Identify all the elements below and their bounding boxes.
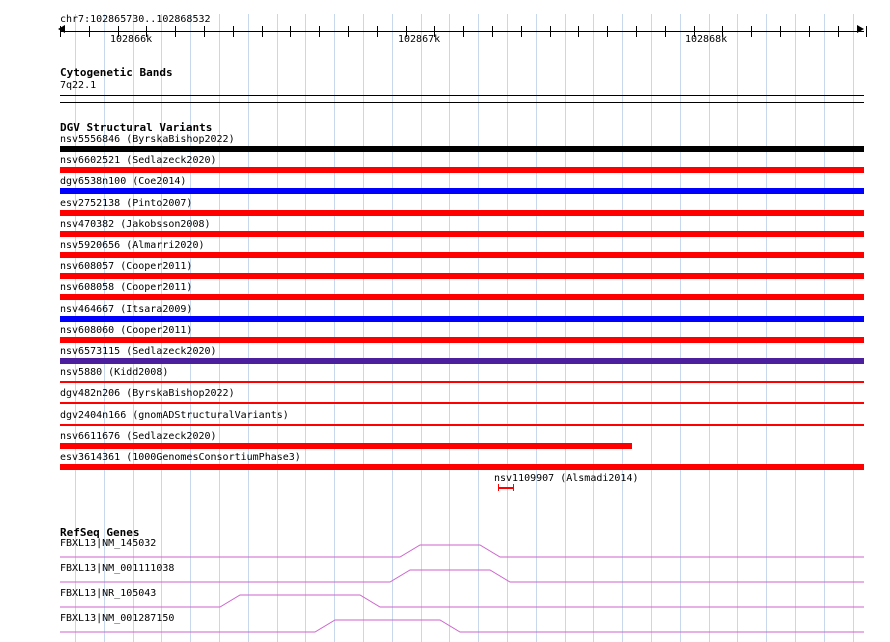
section-title-refseq: RefSeq Genes (60, 526, 140, 539)
variant-label[interactable]: nsv608060 (Cooper2011) (60, 324, 193, 336)
section-title-dgv: DGV Structural Variants (60, 121, 213, 134)
variant-label[interactable]: esv3614361 (1000GenomesConsortiumPhase3) (60, 452, 301, 463)
ruler-tick (89, 26, 90, 37)
gene-label[interactable]: FBXL13|NR_105043 (60, 588, 157, 599)
variant-bar[interactable] (60, 316, 864, 322)
variant-bar[interactable] (60, 167, 864, 173)
variant-bar[interactable] (60, 188, 864, 194)
ruler-tick (377, 26, 378, 37)
variant-bar[interactable] (60, 294, 864, 300)
variant-bar[interactable] (60, 381, 864, 383)
ruler-label: 102866k (110, 34, 153, 45)
gene-label[interactable]: FBXL13|NM_001111038 (60, 563, 175, 574)
ruler-axis (60, 31, 864, 32)
gene-model[interactable] (60, 564, 864, 588)
gene-model[interactable] (60, 539, 864, 563)
variant-bar[interactable] (60, 464, 864, 470)
ruler-tick (866, 26, 867, 37)
ruler-tick (550, 26, 551, 37)
variant-label[interactable]: nsv608058 (Cooper2011) (60, 282, 193, 294)
variant-label[interactable]: nsv6611676 (Sedlazeck2020) (60, 430, 217, 442)
ruler-tick (809, 26, 810, 37)
ruler-tick (838, 26, 839, 37)
ruler-tick (175, 26, 176, 37)
variant-label[interactable]: dgv2404n166 (gnomADStructuralVariants) (60, 409, 289, 421)
ruler-tick (492, 26, 493, 37)
variant-bar[interactable] (60, 231, 864, 237)
variant-bar[interactable] (60, 146, 864, 152)
variant-label[interactable]: nsv6573115 (Sedlazeck2020) (60, 346, 217, 357)
variant-bar[interactable] (60, 273, 864, 279)
variant-label[interactable]: nsv5880 (Kidd2008) (60, 367, 169, 379)
cytoband-label: 7q22.1 (60, 80, 97, 91)
gene-label[interactable]: FBXL13|NM_145032 (60, 538, 157, 549)
variant-label[interactable]: nsv5920656 (Almarri2020) (60, 240, 205, 251)
ruler-tick (607, 26, 608, 37)
variant-label[interactable]: dgv482n206 (ByrskaBishop2022) (60, 388, 235, 400)
ruler-tick (463, 26, 464, 37)
variant-label[interactable]: nsv470382 (Jakobsson2008) (60, 218, 211, 230)
locus-label: chr7:102865730..102868532 (60, 14, 211, 25)
variant-label[interactable]: nsv5556846 (ByrskaBishop2022) (60, 134, 235, 145)
gene-model[interactable] (60, 614, 864, 638)
variant-bar[interactable] (60, 252, 864, 258)
cytoband-separator-bottom (60, 102, 864, 103)
variant-bar[interactable] (60, 402, 864, 404)
ruler-tick (665, 26, 666, 37)
section-title-cytogenetic-bands: Cytogenetic Bands (60, 66, 173, 79)
variant-end-tick (498, 484, 499, 491)
ruler-tick (636, 26, 637, 37)
cytoband-separator-top (60, 95, 864, 96)
ruler-label: 102867k (398, 34, 441, 45)
ruler-tick (578, 26, 579, 37)
ruler-tick (60, 26, 61, 37)
variant-bar[interactable] (60, 337, 864, 343)
variant-label[interactable]: esv2752138 (Pinto2007) (60, 197, 193, 209)
variant-bar[interactable] (498, 487, 514, 489)
gene-label[interactable]: FBXL13|NM_001287150 (60, 613, 175, 624)
variant-label[interactable]: nsv464667 (Itsara2009) (60, 303, 193, 315)
ruler-tick (262, 26, 263, 37)
ruler-right-arrow-icon (857, 25, 864, 33)
ruler-tick (751, 26, 752, 37)
variant-label[interactable]: dgv6538n100 (Coe2014) (60, 176, 187, 188)
ruler-tick (204, 26, 205, 37)
variant-bar[interactable] (60, 424, 864, 426)
ruler-tick (521, 26, 522, 37)
variant-bar[interactable] (60, 443, 632, 449)
ruler-tick (780, 26, 781, 37)
ruler-tick (319, 26, 320, 37)
variant-label[interactable]: nsv1109907 (Alsmadi2014) (494, 473, 639, 485)
ruler-tick (348, 26, 349, 37)
gene-model[interactable] (60, 589, 864, 613)
variant-label[interactable]: nsv6602521 (Sedlazeck2020) (60, 155, 217, 167)
ruler-label: 102868k (685, 34, 728, 45)
variant-label[interactable]: nsv608057 (Cooper2011) (60, 261, 193, 273)
ruler-tick (233, 26, 234, 37)
variant-bar[interactable] (60, 210, 864, 216)
ruler-tick (290, 26, 291, 37)
variant-end-tick (513, 484, 514, 491)
variant-bar[interactable] (60, 358, 864, 364)
